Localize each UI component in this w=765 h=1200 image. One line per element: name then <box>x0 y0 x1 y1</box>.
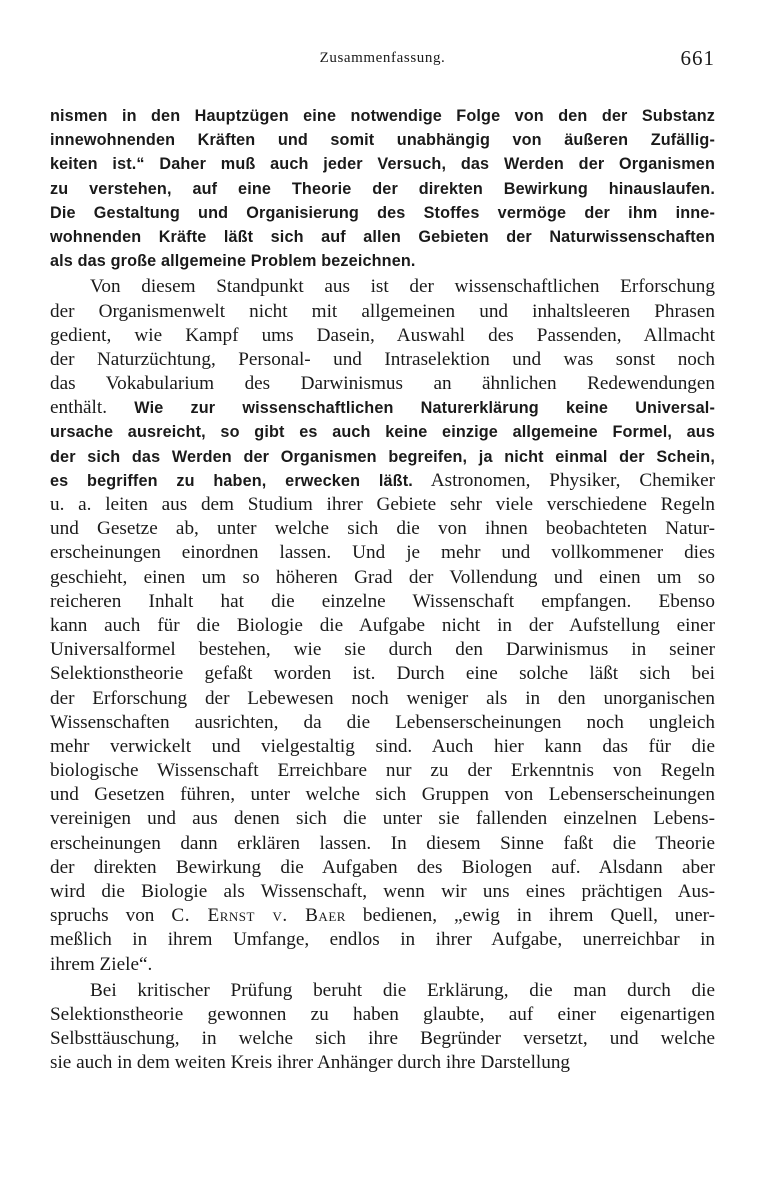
text-segment: Bei kritischer Prüfung beruht die Erklärung, die man durch die <box>90 979 715 1001</box>
text-line <box>50 445 715 469</box>
paragraph <box>50 275 715 976</box>
emphasized-text: keiten ist.“ Daher muß auch jeder Versuch, das Werden der Organismen <box>50 155 715 174</box>
text-segment: Wissenschaften ausrichten, da die Lebenserscheinungen noch ungleich <box>50 711 715 733</box>
text-line <box>50 614 715 638</box>
emphasized-text: als das große allgemeine Problem bezeichnen. <box>50 252 416 271</box>
text-segment: Astronomen, Physiker, Chemiker <box>412 469 715 491</box>
emphasized-text: innewohnenden Kräften und somit unabhängig von äußeren Zufällig- <box>50 131 715 150</box>
body-text <box>50 104 715 1076</box>
text-line <box>50 880 715 904</box>
text-segment: erscheinungen einordnen lassen. Und je mehr und vollkommener dies <box>50 542 715 564</box>
text-line <box>50 662 715 686</box>
text-line <box>50 249 715 273</box>
text-line <box>50 396 715 420</box>
text-line <box>50 493 715 517</box>
running-head <box>50 44 715 78</box>
text-line <box>50 566 715 590</box>
emphasized-text: nismen in den Hauptzügen eine notwendige Folge von den der Substanz <box>50 107 715 125</box>
text-line <box>50 201 715 225</box>
emphasized-text: zu verstehen, auf eine Theorie der direkten Bewirkung hinauslaufen. <box>50 179 715 198</box>
text-segment: bedienen, „ewig in ihrem Quell, uner- <box>345 905 715 927</box>
text-line <box>50 300 715 324</box>
text-segment: enthält. <box>50 397 135 419</box>
text-line <box>50 128 715 152</box>
text-segment: der Naturzüchtung, Personal- und Intraselektion und was sonst noch <box>50 348 715 370</box>
text-line <box>50 711 715 735</box>
emphasized-text: es begriffen zu haben, erwecken läßt. <box>50 471 413 490</box>
text-segment: Selbsttäuschung, in welche sich ihre Begründer versetzt, und welche <box>50 1028 715 1050</box>
text-line <box>50 856 715 880</box>
text-line <box>50 904 715 928</box>
text-segment: mehr verwickelt und vielgestaltig sind. Auch hier kann das für die <box>50 735 715 757</box>
text-line <box>50 638 715 662</box>
text-segment: Von diesem Standpunkt aus ist der wissenschaftlichen Erforschung <box>90 276 715 298</box>
paragraph <box>50 104 715 273</box>
text-line <box>50 832 715 856</box>
text-line <box>50 807 715 831</box>
text-line <box>50 735 715 759</box>
text-line <box>50 152 715 176</box>
text-line <box>50 783 715 807</box>
text-segment: reicheren Inhalt hat die einzelne Wissenschaft empfangen. Ebenso <box>50 590 715 612</box>
text-segment: vereinigen und aus denen sich die unter sie fallenden einzelnen Lebens- <box>50 808 715 830</box>
paragraph <box>50 979 715 1076</box>
text-segment: der direkten Bewirkung die Aufgaben des Biologen auf. Alsdann aber <box>50 856 715 878</box>
text-line <box>50 1027 715 1051</box>
text-line <box>50 372 715 396</box>
page-number: 661 <box>680 46 715 70</box>
text-segment: das Vokabularium des Darwinismus an ähnlichen Redewendungen <box>50 373 715 395</box>
text-segment: gedient, wie Kampf ums Dasein, Auswahl des Passenden, Allmacht <box>50 324 715 346</box>
text-segment: der Erforschung der Lebewesen noch weniger als in den unorganischen <box>50 687 715 709</box>
text-line <box>50 687 715 711</box>
text-line <box>50 590 715 614</box>
text-line <box>50 759 715 783</box>
text-line <box>50 928 715 952</box>
text-segment: wird die Biologie als Wissenschaft, wenn wir uns eines prächtigen Aus- <box>50 881 715 902</box>
text-line <box>50 275 715 299</box>
text-segment: u. a. leiten aus dem Studium ihrer Gebiete sehr viele verschiedene Regeln <box>50 494 715 515</box>
text-segment: Universalformel bestehen, wie sie durch den Darwinismus in seiner <box>50 639 715 661</box>
book-page <box>50 44 715 1076</box>
text-line <box>50 1051 715 1075</box>
text-segment: Selektionstheorie gefaßt worden ist. Durch eine solche läßt sich bei <box>50 663 715 685</box>
text-segment: ihrem Ziele“. <box>50 953 153 975</box>
text-line <box>50 420 715 444</box>
emphasized-text: Wie zur wissenschaftlichen Naturerklärung keine Universal- <box>134 399 715 418</box>
text-segment: erscheinungen dann erklären lassen. In diesem Sinne faßt die Theorie <box>50 832 715 854</box>
text-line <box>50 1003 715 1027</box>
text-segment: sie auch in dem weiten Kreis ihrer Anhänger durch ihre Darstellung <box>50 1052 571 1074</box>
running-title: Zusammenfassung. <box>319 50 446 66</box>
text-segment: biologische Wissenschaft Erreichbare nur zu der Erkenntnis von Regeln <box>50 760 715 782</box>
text-line <box>50 979 715 1003</box>
emphasized-text: der sich das Werden der Organismen begreifen, ja nicht einmal der Schein, <box>50 447 715 466</box>
text-line <box>50 517 715 541</box>
text-segment: der Organismenwelt nicht mit allgemeinen und inhaltsleeren Phrasen <box>50 300 715 322</box>
emphasized-text: wohnenden Kräfte läßt sich auf allen Gebieten der Naturwissenschaften <box>50 227 715 246</box>
text-line <box>50 541 715 565</box>
text-segment: spruchs von <box>50 905 172 927</box>
text-segment: meßlich in ihrem Umfange, endlos in ihrer Aufgabe, unerreichbar in <box>50 929 715 951</box>
text-segment: geschieht, einen um so höheren Grad der Vollendung und einen um so <box>50 566 715 588</box>
emphasized-text: ursache ausreicht, so gibt es auch keine einzige allgemeine Formel, aus <box>50 423 715 442</box>
text-line <box>50 953 715 977</box>
emphasized-text: Die Gestaltung und Organisierung des Stoffes vermöge der ihm inne- <box>50 203 715 222</box>
text-line <box>50 104 715 128</box>
text-line <box>50 348 715 372</box>
text-line <box>50 225 715 249</box>
text-segment: und Gesetze ab, unter welche sich die von ihnen beobachteten Natur- <box>50 518 715 540</box>
text-segment: und Gesetzen führen, unter welche sich Gruppen von Lebenserscheinungen <box>50 784 715 806</box>
text-line <box>50 324 715 348</box>
text-line <box>50 469 715 493</box>
text-segment: kann auch für die Biologie die Aufgabe nicht in der Aufstellung einer <box>50 614 715 636</box>
text-line <box>50 177 715 201</box>
author-name: C. Ernst v. Baer <box>171 905 346 927</box>
text-segment: Selektionstheorie gewonnen zu haben glaubte, auf einer eigenartigen <box>50 1003 715 1025</box>
